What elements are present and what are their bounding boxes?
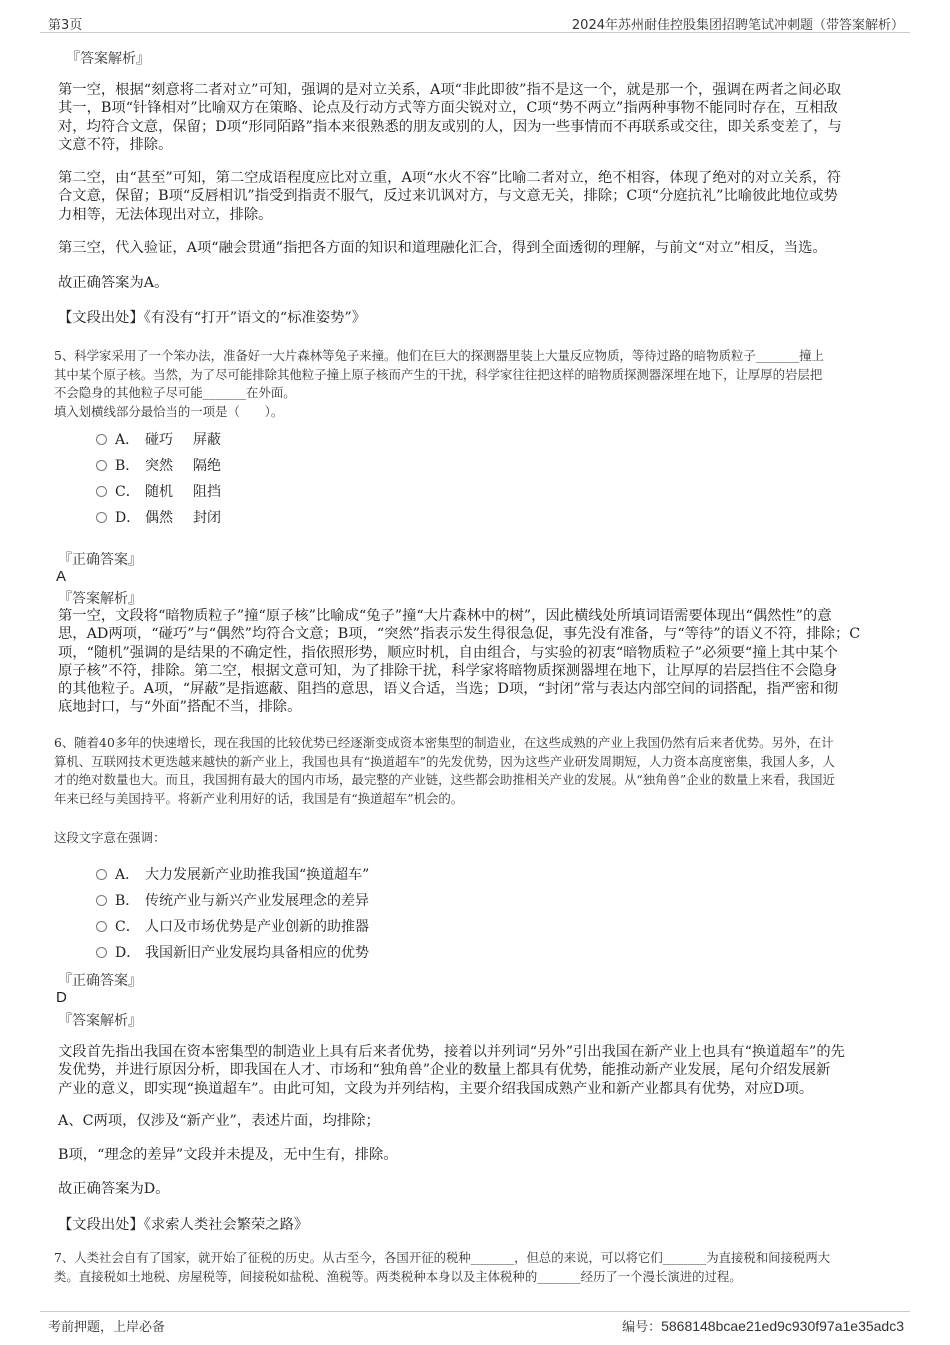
option-c[interactable]: C． 人口及市场优势是产业创新的助推器	[96, 916, 369, 936]
question-7-stem: 7、人类社会自有了国家，就开始了征税的历史。从古至今，各国开征的税种_______，但总的来说，可以将它们_______为直接税和间接税两大 类。直接税如土地税、房屋税等，间接税如盐税、渔税等。两类税种本身以及主体税种的_______经历了一个漫长演进的过程。	[54, 1250, 831, 1284]
correct-answer: D	[56, 989, 67, 1006]
question-6-stem: 6、随着40多年的快速增长，现在我国的比较优势已经逐渐变成资本密集型的制造业，在这些成熟的产业上我国仍然有后来者优势。另外，在计 算机、互联网技术更迭越来越快的新产业上，我国也具有“换道超车”的先发优势，因为这些产业研发周期短，人力资本高度密集，我国人多，人 才的绝对数量也大。而且，我国拥有最大的国内市场，最完整的产业链，这些都会助推相关产业的发展。从“独角兽”企业的数量上来看，我国近 年来已经与美国持平。将新产业利用好的话，我国是有“换道超车”机会的。	[54, 735, 835, 806]
footer-slogan: 考前押题，上岸必备	[48, 1320, 166, 1335]
question-5-stem: 5、科学家采用了一个笨办法，准备好一大片森林等兔子来撞。他们在巨大的探测器里装上大量反应物质，等待过路的暗物质粒子_______撞上 其中某个原子核。当然，为了尽可能排除其他粒子撞上原子核而产生的干扰，科学家往往把这样的暗物质探测器深埋在地下，让厚厚的岩层把 不会隐身的其他粒子尽可能_______在外面。 填入划横线部分最恰当的一项是（ ）。	[54, 347, 824, 421]
source-citation: 【文段出处】《有没有“打开”语文的“标准姿势”》	[58, 310, 367, 326]
analysis-paragraph-1: 第一空，根据“刻意将二者对立”可知，强调的是对立关系，A项“非此即彼”指不是这一个，就是那一个，强调在两者之间必取 其一，B项“针锋相对”比喻双方在策略、论点及行动方式等方面尖锐对立，C项“势不两立”指两种事物不能同时存在，互相敌 对，均符合文意，保留；D项“形同陌路”指本来很熟悉的朋友或别的人，因为一些事情而不再联系或交往，即关系变差了，与 文意不符，排除。	[58, 82, 842, 153]
document-title: 2024年苏州耐佳控股集团招聘笔试冲刺题（带答案解析）	[571, 18, 904, 33]
analysis-paragraph-3: 第三空，代入验证，A项“融会贯通”指把各方面的知识和道理融化汇合，得到全面透彻的理解，与前文“对立”相反，当选。	[58, 240, 827, 256]
option-b[interactable]: B． 传统产业与新兴产业发展理念的差异	[96, 890, 369, 910]
analysis-note: B项，“理念的差异”文段并未提及，无中生有，排除。	[58, 1147, 398, 1163]
question-prompt: 这段文字意在强调：	[54, 830, 166, 845]
page-number: 第3页	[48, 18, 83, 33]
conclusion: 故正确答案为A。	[58, 275, 169, 291]
radio-icon[interactable]	[96, 869, 107, 880]
analysis-label: 『答案解析』	[58, 591, 142, 607]
source-citation: 【文段出处】《求索人类社会繁荣之路》	[58, 1217, 309, 1233]
radio-icon[interactable]	[96, 895, 107, 906]
option-d[interactable]: D． 偶然 封闭	[96, 507, 221, 527]
document-code: 编号：5868148bcae21ed9c930f97a1e35adc3	[622, 1318, 904, 1335]
conclusion: 故正确答案为D。	[58, 1181, 170, 1197]
question-5-analysis: 第一空，文段将“暗物质粒子”撞“原子核”比喻成“兔子”撞“大片森林中的树”，因此横线处所填词语需要体现出“偶然性”的意 思，AD两项，“碰巧”与“偶然”均符合文意；B项，“突然”指表示发生得很急促，事先没有准备，与“等待”的语义不符，排除；C 项，“随机”强调的是结果的不确定性，指依照形势，顺应时机，自由组合，与实验的初衷“暗物质粒子”必须要“撞上其中某个 原子核”不符，排除。第二空，根据文意可知，为了排除干扰，科学家将暗物质探测器埋在地下，让厚厚的岩层挡住不会隐身 的其他粒子。A项，“屏蔽”是指遮蔽、阻挡的意思，语义合适，当选；D项，“封闭”常与表达内部空间的词搭配，指严密和彻 底地封口，与“外面”搭配不当，排除。	[58, 608, 861, 716]
radio-icon[interactable]	[96, 486, 107, 497]
radio-icon[interactable]	[96, 512, 107, 523]
page-footer	[40, 1311, 910, 1336]
radio-icon[interactable]	[96, 947, 107, 958]
radio-icon[interactable]	[96, 434, 107, 445]
option-a[interactable]: A． 大力发展新产业助推我国“换道超车”	[96, 864, 369, 884]
correct-answer-label: 『正确答案』	[58, 552, 142, 568]
option-d[interactable]: D． 我国新旧产业发展均具备相应的优势	[96, 942, 369, 962]
question-prompt: 填入划横线部分最恰当的一项是（ ）。	[54, 403, 284, 419]
analysis-paragraph-2: 第二空，由“甚至”可知，第二空成语程度应比对立重，A项“水火不容”比喻二者对立，绝不相容，体现了绝对的对立关系，符 合文意，保留；B项“反唇相讥”指受到指责不服气，反过来讥讽对方，与文意无关，排除；C项“分庭抗礼”比喻彼此地位或势 力相等，无法体现出对立，排除。	[58, 170, 841, 223]
radio-icon[interactable]	[96, 460, 107, 471]
correct-answer-label: 『正确答案』	[58, 973, 142, 989]
option-b[interactable]: B． 突然 隔绝	[96, 455, 221, 475]
analysis-label: 『答案解析』	[66, 51, 150, 67]
correct-answer: A	[56, 568, 67, 585]
page-header	[40, 12, 910, 33]
radio-icon[interactable]	[96, 921, 107, 932]
option-a[interactable]: A． 碰巧 屏蔽	[96, 429, 221, 449]
analysis-note: A、C两项，仅涉及“新产业”，表述片面，均排除；	[58, 1113, 380, 1129]
analysis-label: 『答案解析』	[58, 1013, 142, 1029]
question-6-analysis: 文段首先指出我国在资本密集型的制造业上具有后来者优势，接着以并列词“另外”引出我国在新产业上也具有“换道超车”的先 发优势，并进行原因分析，即我国在人才、市场和“独角兽”企业的数量上都具有优势，能推动新产业发展，尾句介绍发展新 产业的意义，即实现“换道超车”。由此可知，文段为并列结构，主要介绍我国成熟产业和新产业都具有优势，对应D项。	[58, 1044, 845, 1097]
option-c[interactable]: C． 随机 阻挡	[96, 481, 221, 501]
